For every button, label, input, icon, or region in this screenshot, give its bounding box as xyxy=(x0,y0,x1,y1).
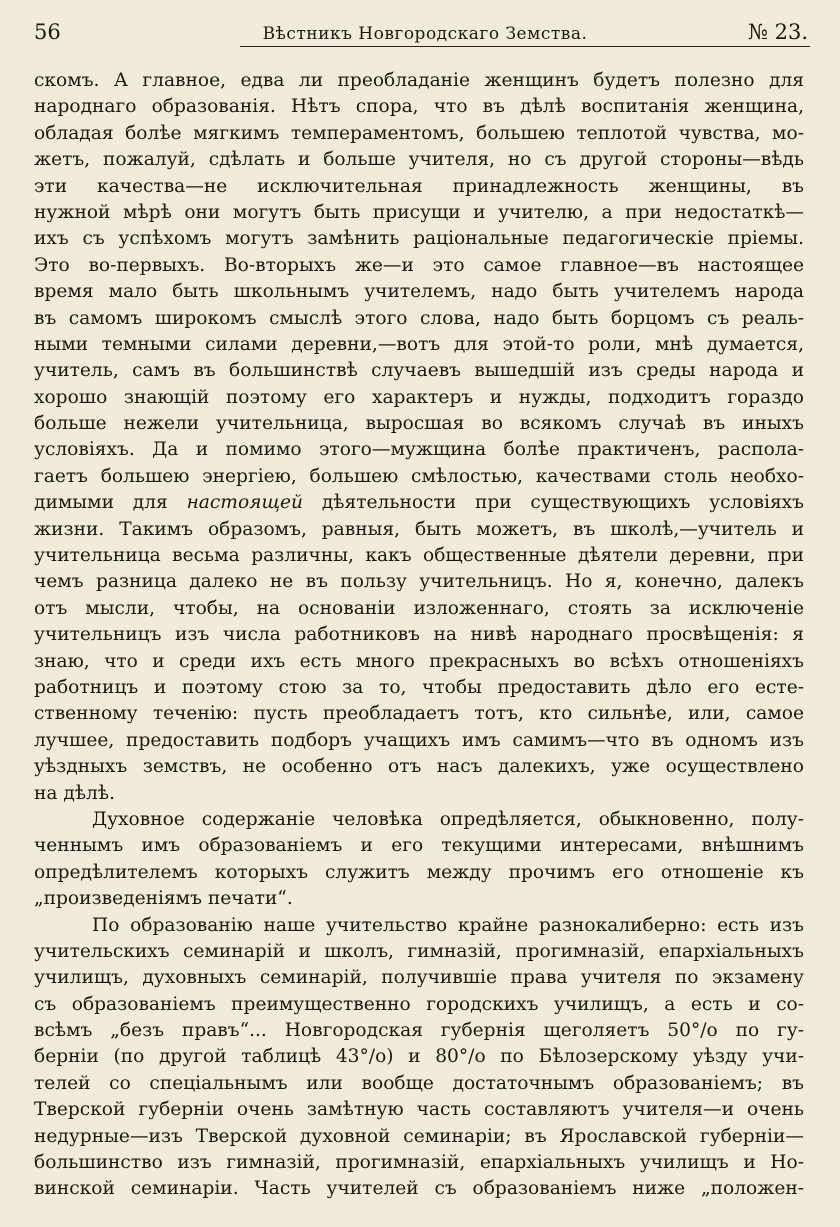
text-line: въ самомъ широкомъ смыслѣ этого слова, надо быть борцомъ съ реаль- xyxy=(34,307,804,329)
body-text xyxy=(34,68,804,1203)
issue-number: № 23. xyxy=(748,20,808,44)
text-line: работницъ и поэтому стою за то, чтобы предоставить дѣло его есте- xyxy=(34,676,804,698)
text-line-with-emphasis: димыми для настоящей дѣятельности при существующихъ условіяхъ xyxy=(34,492,804,514)
text-line: большинство изъ гимназій, прогимназій, епархіальныхъ училищъ и Но- xyxy=(34,1152,804,1174)
text-line: учительница весьма различны, какъ общественные дѣятели деревни, при xyxy=(34,545,804,567)
text-line: учитель, самъ въ большинствѣ случаевъ вышедшій изъ среды народа и xyxy=(34,360,804,382)
text-line: ченнымъ имъ образованіемъ и его текущими интересами, внѣшнимъ xyxy=(34,835,804,857)
text-line: чемъ разница далеко не въ пользу учительницъ. Но я, конечно, далекъ xyxy=(34,571,804,593)
text-line: всѣмъ „безъ правъ“... Новгородская губернія щеголяетъ 50°/о по гу- xyxy=(34,1020,804,1042)
journal-title: Вѣстникъ Новгородскаго Земства. xyxy=(262,24,588,44)
text-line: время мало быть школьнымъ учителемъ, надо быть учителемъ народа xyxy=(34,281,804,303)
text-line: знаю, что и среди ихъ есть много прекрасныхъ во всѣхъ отношеніяхъ xyxy=(34,650,804,672)
text-line: жизни. Такимъ образомъ, равныя, быть можетъ, въ школѣ,—учитель и xyxy=(34,518,804,540)
text-line: лучшее, предоставить подборъ учащихъ имъ самимъ—что въ одномъ изъ xyxy=(34,729,804,751)
text-line: ственному теченію: пусть преобладаетъ тотъ, кто сильнѣе, или, самое xyxy=(34,703,804,725)
paragraph-end-line: на дѣлѣ. xyxy=(34,782,115,804)
text-line: учительницъ изъ числа работниковъ на нивѣ народнаго просвѣщенія: я xyxy=(34,624,804,646)
text-line: народнаго образованія. Нѣтъ спора, что въ дѣлѣ воспитанія женщина, xyxy=(34,96,804,118)
text-line: условіяхъ. Да и помимо этого—мужщина болѣе практиченъ, распола- xyxy=(34,439,804,461)
text-line: нужной мѣрѣ они могутъ быть присущи и учителю, а при недостаткѣ— xyxy=(34,201,804,223)
text-line: гаетъ большею энергіею, большею смѣлостью, качествами столь необхо- xyxy=(34,465,804,487)
text-line: больше нежели учительница, выросшая во всякомъ случаѣ въ иныхъ xyxy=(34,413,804,435)
text-line: недурные—изъ Тверской духовной семинаріи; въ Ярославской губерніи— xyxy=(34,1125,804,1147)
header-rule xyxy=(240,46,810,47)
text-line: Тверской губерніи очень замѣтную часть составляютъ учителя—и очень xyxy=(34,1099,804,1121)
text-line: уѣздныхъ земствъ, не особенно отъ насъ далекихъ, уже осуществлено xyxy=(34,756,804,778)
text-line: ными темными силами деревни,—вотъ для этой-то роли, мнѣ думается, xyxy=(34,333,804,355)
page-number: 56 xyxy=(34,20,61,44)
text-line: берніи (по другой таблицѣ 43°/о) и 80°/о по Бѣлозерскому уѣзду учи- xyxy=(34,1046,804,1068)
paragraph-start-line: По образованію наше учительство крайне разнокалиберно: есть изъ xyxy=(92,914,804,936)
paragraph-start-line: Духовное содержаніе человѣка опредѣляется, обыкновенно, полу- xyxy=(92,808,804,830)
text-line: винской семинаріи. Часть учителей съ образованіемъ ниже „положен- xyxy=(34,1178,804,1200)
text-line: училищъ, духовныхъ семинарій, получившіе права учителя по экзамену xyxy=(34,967,804,989)
text-line: обладая болѣе мягкимъ темпераментомъ, большею теплотой чувства, мо- xyxy=(34,122,804,144)
text-line: съ образованіемъ преимущественно городскихъ училищъ, а есть и со- xyxy=(34,993,804,1015)
text-line: Это во-первыхъ. Во-вторыхъ же—и это самое главное—въ настоящее xyxy=(34,254,804,276)
text-line: учительскихъ семинарій и школъ, гимназій, прогимназій, епархіальныхъ xyxy=(34,940,804,962)
emphasized-word: настоящей xyxy=(186,492,304,514)
text-line: жетъ, пожалуй, сдѣлать и больше учителя, но съ другой стороны—вѣдь xyxy=(34,149,804,171)
text-line: хорошо знающій поэтому его характеръ и нужды, подходитъ гораздо xyxy=(34,386,804,408)
text-line: эти качества—не исключительная принадлежность женщины, въ xyxy=(34,175,804,197)
text-line: опредѣлителемъ которыхъ служитъ между прочимъ его отношеніе къ xyxy=(34,861,804,883)
text-line: отъ мысли, чтобы, на основаніи изложеннаго, стоять за исключеніе xyxy=(34,597,804,619)
paragraph-end-line: „произведеніямъ печати“. xyxy=(34,888,293,910)
text-line: ихъ съ успѣхомъ могутъ замѣнить раціональные педагогическіе пріемы. xyxy=(34,228,804,250)
page-header xyxy=(30,16,810,50)
text-line: телей со спеціальнымъ или вообще достаточнымъ образованіемъ; въ xyxy=(34,1072,804,1094)
text-line: скомъ. А главное, едва ли преобладаніе женщинъ будетъ полезно для xyxy=(34,70,804,91)
